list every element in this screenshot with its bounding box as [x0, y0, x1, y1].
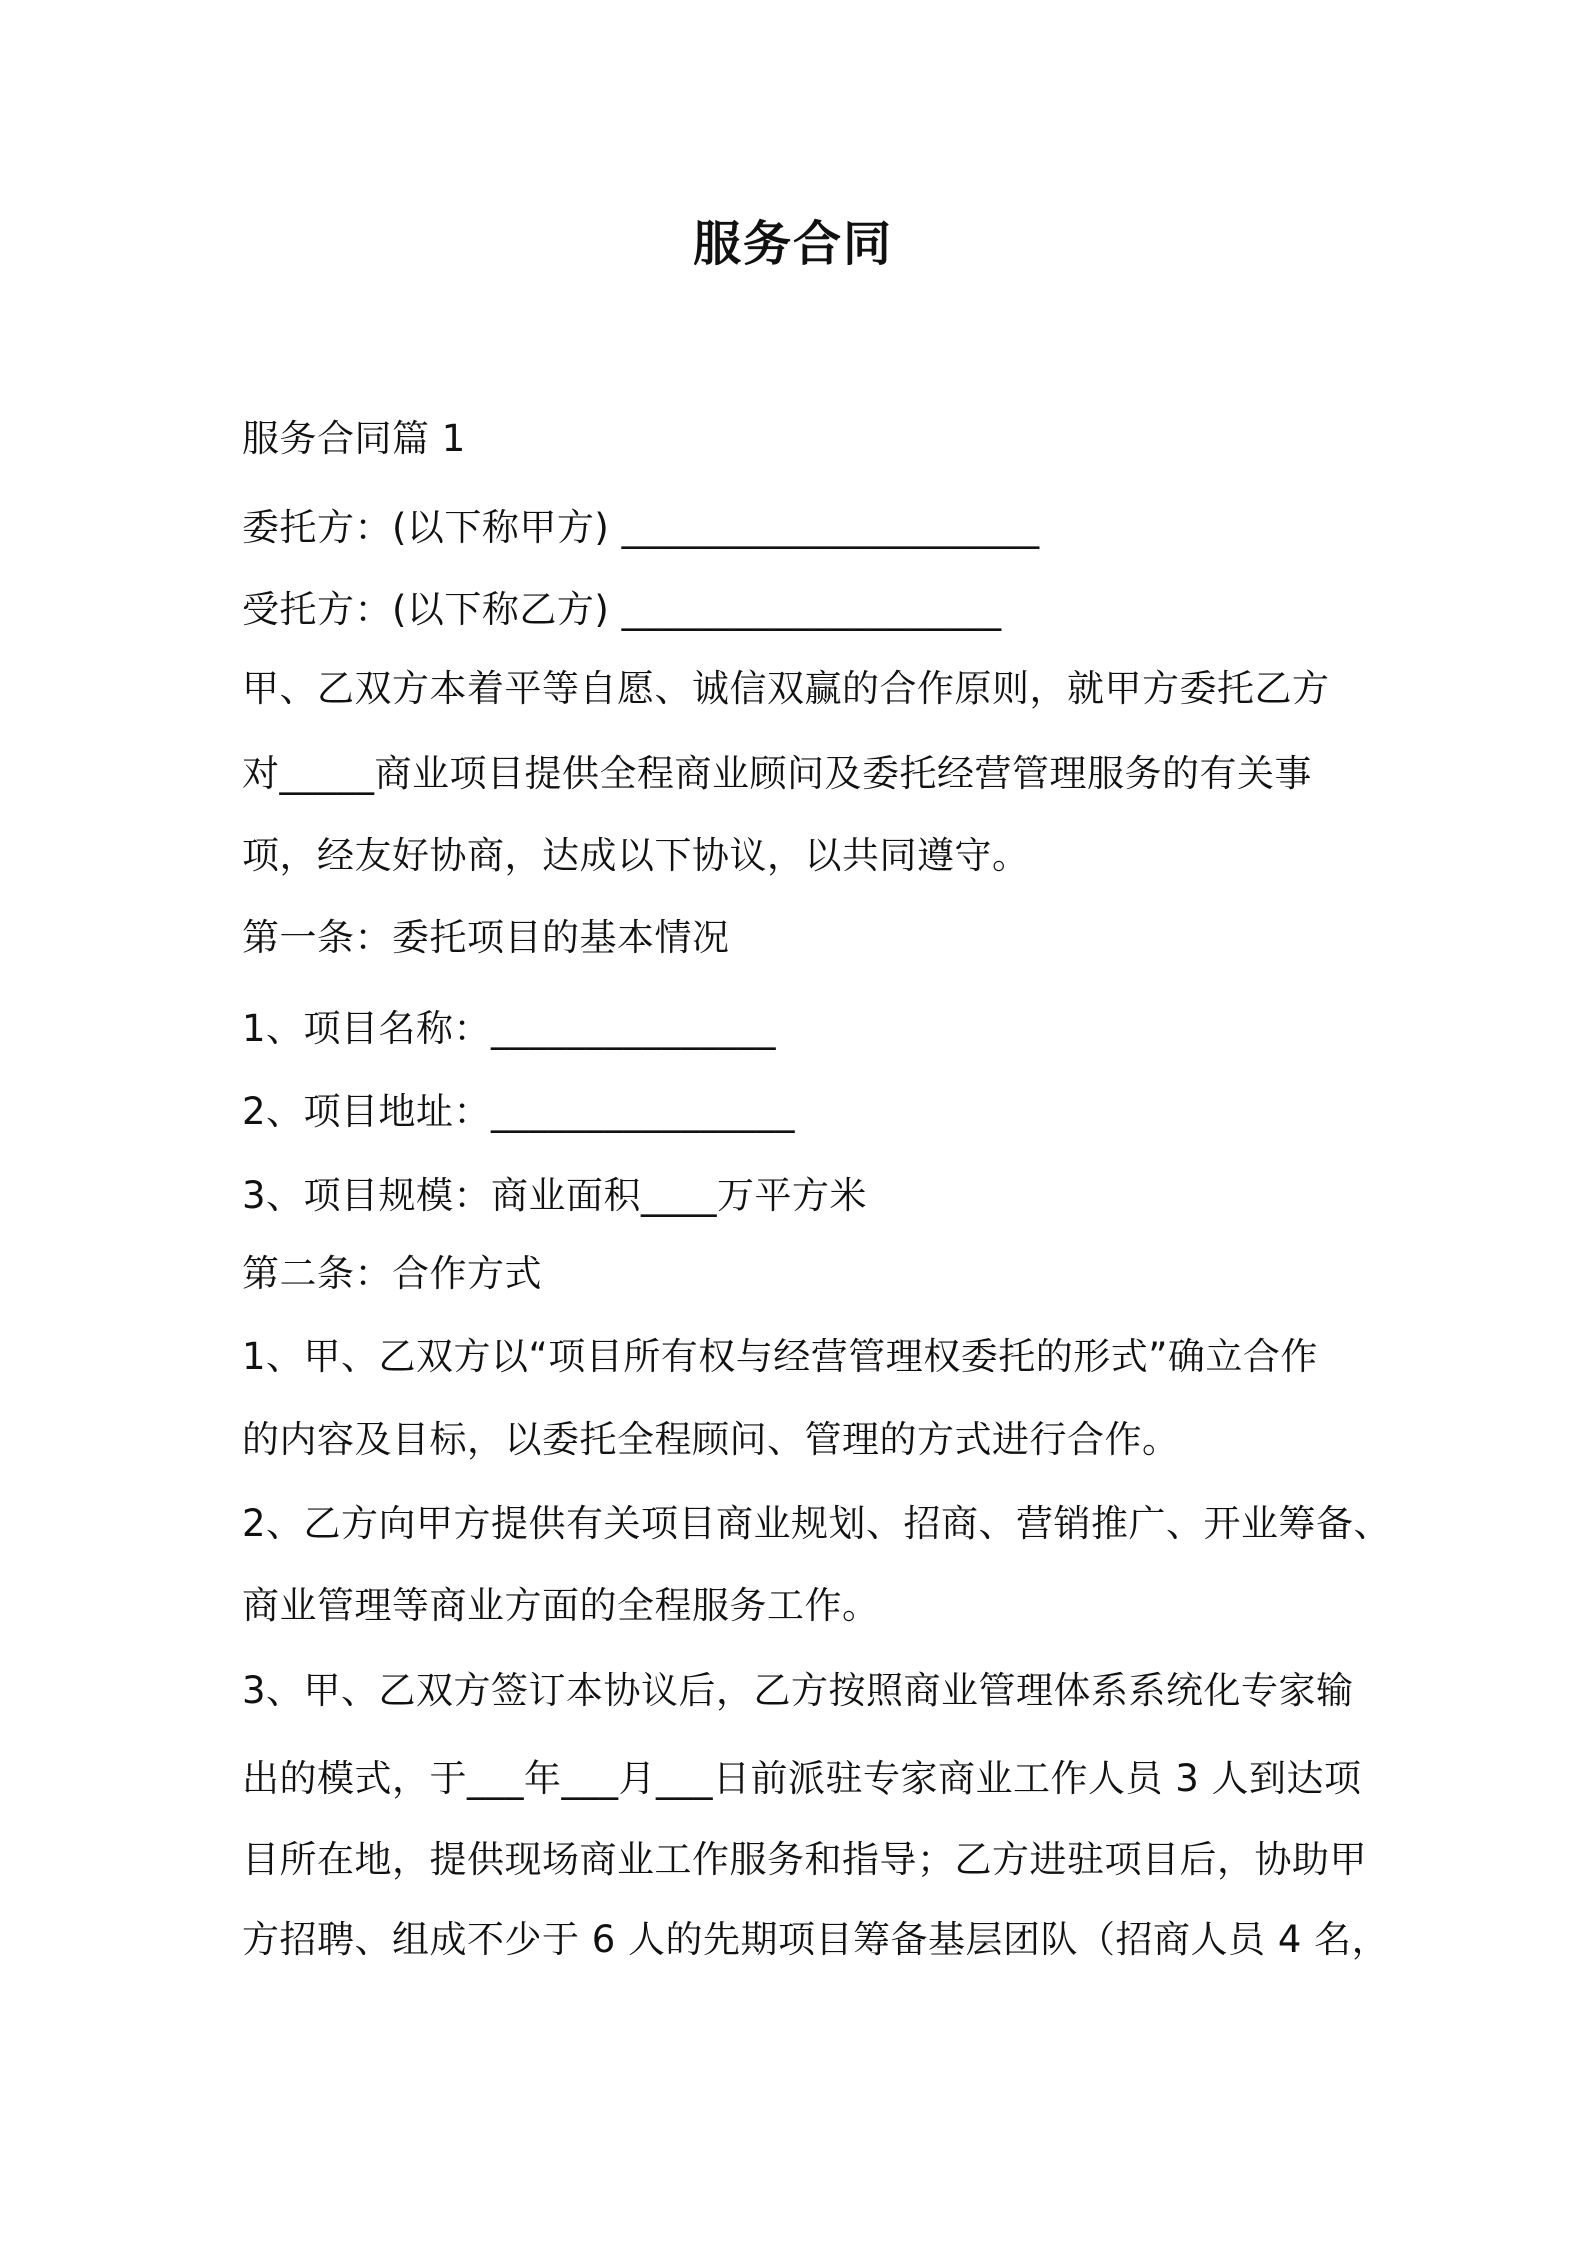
- clause-2-3-line-4: 方招聘、组成不少于 6 人的先期项目筹备基层团队（招商人员 4 名，: [242, 1918, 1390, 1961]
- preamble-line-1: 甲、乙双方本着平等自愿、诚信双赢的合作原则，就甲方委托乙方: [242, 667, 1330, 710]
- clause-2-3-line-1: 3、甲、乙双方签订本协议后，乙方按照商业管理体系系统化专家输: [242, 1669, 1354, 1712]
- article-1-heading: 第一条：委托项目的基本情况: [242, 916, 730, 959]
- clause-2-1-line-2: 的内容及目标，以委托全程顾问、管理的方式进行合作。: [242, 1418, 1180, 1461]
- article-2-heading: 第二条：合作方式: [242, 1252, 542, 1295]
- project-name-line: 1、项目名称：_______________: [242, 1007, 777, 1050]
- clause-2-3-line-3: 目所在地，提供现场商业工作服务和指导；乙方进驻项目后，协助甲: [242, 1838, 1367, 1881]
- entrusted-party-line: 受托方：(以下称乙方) ____________________: [242, 588, 1002, 631]
- preamble-line-2: 对_____商业项目提供全程商业顾问及委托经营管理服务的有关事: [242, 752, 1312, 795]
- entrusting-party-line: 委托方：(以下称甲方) ______________________: [242, 506, 1040, 549]
- document-title: 服务合同: [692, 216, 893, 272]
- project-address-line: 2、项目地址：________________: [242, 1090, 796, 1133]
- clause-2-2-line-1: 2、乙方向甲方提供有关项目商业规划、招商、营销推广、开业筹备、: [242, 1502, 1392, 1545]
- preamble-line-3: 项，经友好协商，达成以下协议，以共同遵守。: [242, 834, 1030, 877]
- section-heading-part-1: 服务合同篇 1: [242, 417, 466, 460]
- clause-2-3-line-2: 出的模式，于___年___月___日前派驻专家商业工作人员 3 人到达项: [242, 1757, 1362, 1800]
- clause-2-2-line-2: 商业管理等商业方面的全程服务工作。: [242, 1584, 880, 1627]
- clause-2-1-line-1: 1、甲、乙双方以“项目所有权与经营管理权委托的形式”确立合作: [242, 1335, 1318, 1378]
- project-scale-line: 3、项目规模：商业面积____万平方米: [242, 1174, 868, 1217]
